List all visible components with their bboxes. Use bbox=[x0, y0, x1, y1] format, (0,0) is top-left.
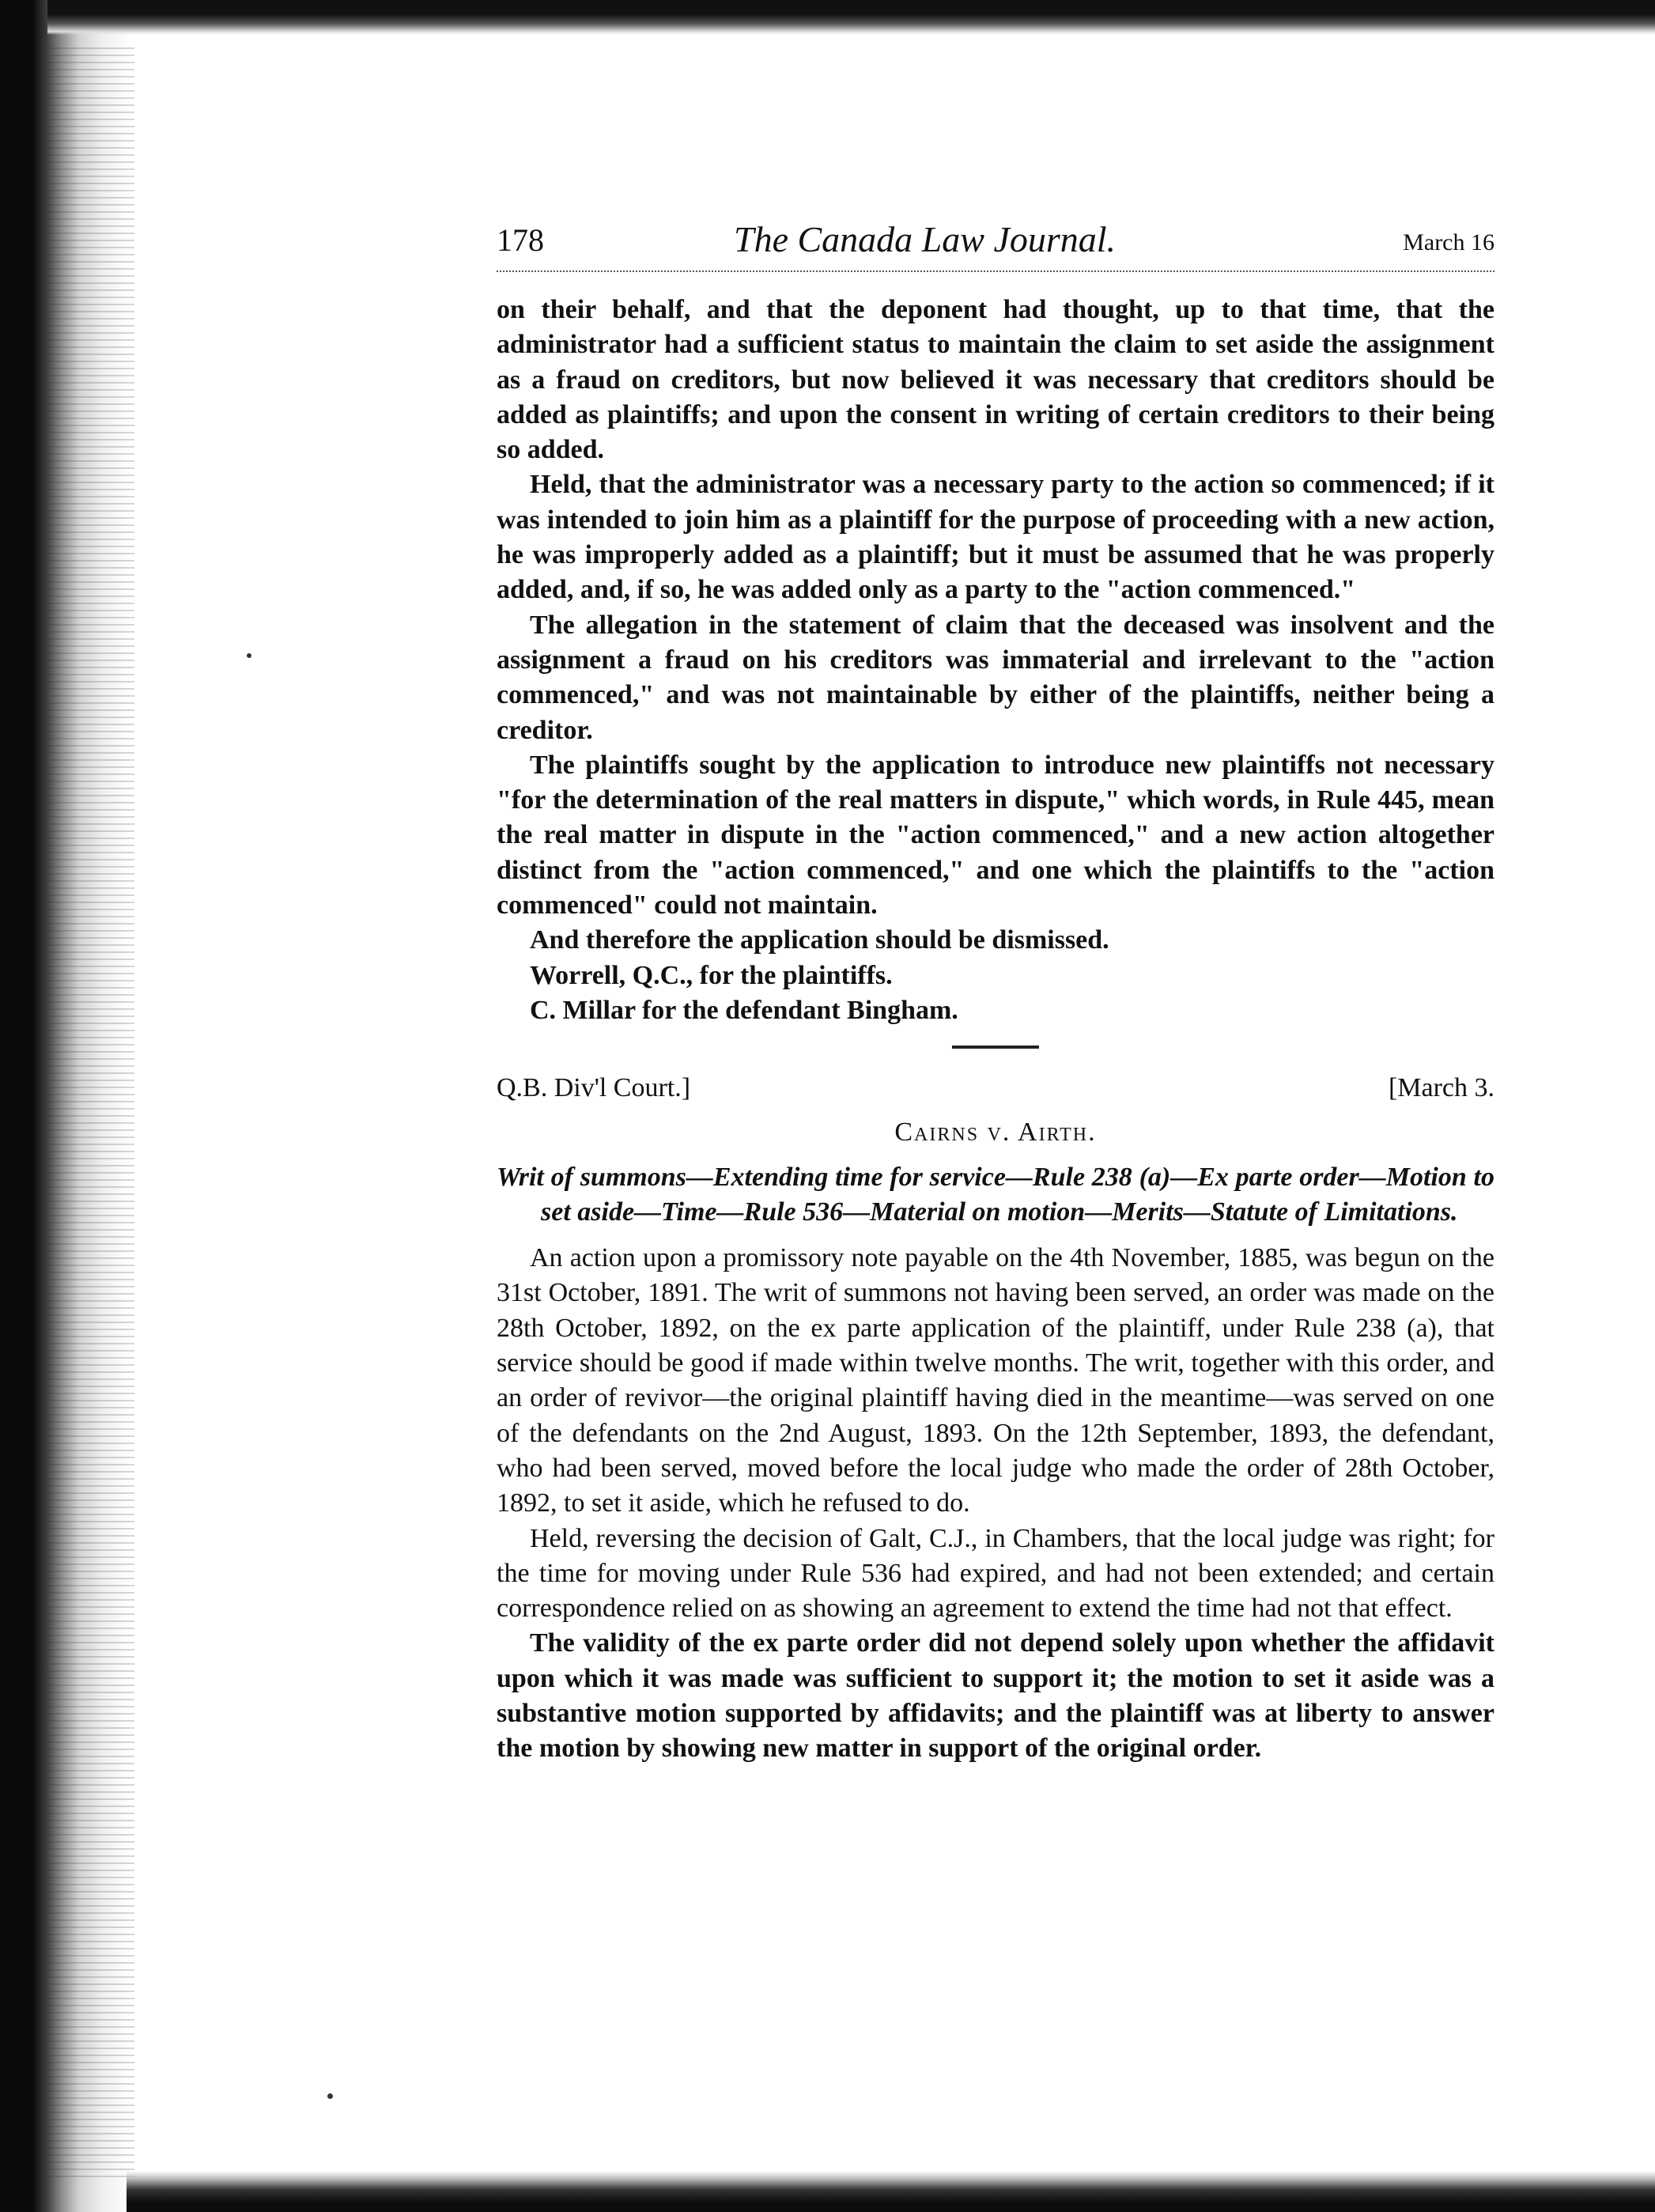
case-court-row bbox=[497, 1071, 1494, 1109]
scan-speck bbox=[247, 653, 251, 658]
scan-bottom-edge bbox=[127, 2171, 1655, 2212]
paragraph: An action upon a promissory note payable on the 4th November, 1885, was begun on the 31st October, 1891. The writ of summons not having been served, an order was made on the 28th October, 1892, on the ex parte application of the plaintiff, under Rule 238 (a), that service should be good if made within twelve months. The writ, together with this order, and an order of revivor—the original plaintiff having died in the meantime—was served on one of the defendants on the 2nd August, 1893. On the 12th September, 1893, the defendant, who had been served, moved before the local judge who made the order of 28th October, 1892, to set it aside, which he refused to do. bbox=[497, 1243, 1494, 1518]
section-divider bbox=[952, 1046, 1039, 1049]
counsel-line: Worrell, Q.C., for the plaintiffs. bbox=[530, 960, 893, 990]
case-headnote: Writ of summons—Extending time for service—Rule 238 (a)—Ex parte order—Motion to set aside—Time—Rule 536—Material on motion—Merits—Statute of Limitations. bbox=[497, 1162, 1494, 1227]
paragraph: Held, reversing the decision of Galt, C.J., in Chambers, that the local judge was right; for the time for moving under Rule 536 had expired, and had not been extended; and certain correspondence relied on as showing an agreement to extend the time had not that effect. bbox=[497, 1523, 1494, 1624]
paragraph: on their behalf, and that the deponent had thought, up to that time, that the administrator had a sufficient status to maintain the claim to set aside the assignment as a fraud on creditors, but now believed it was necessary that creditors should be added as plaintiffs; and upon the consent in writing of certain creditors to their being so added. bbox=[497, 295, 1494, 465]
case-name: Cairns v. Airth. bbox=[894, 1117, 1097, 1148]
scan-binding-texture bbox=[47, 47, 134, 2183]
paragraph: The plaintiffs sought by the application to introduce new plaintiffs not necessary "for the determination of the real matters in dispute," which words, in Rule 445, mean the real matter in dispute in the "action commenced," and a new action altogether distinct from the "action commenced," and one which the plaintiffs to the "action commenced" could not maintain. bbox=[497, 750, 1494, 921]
paragraph: The allegation in the statement of claim that the deceased was insolvent and the assignment a fraud on his creditors was immaterial and irrelevant to the "action commenced," and was not maintainable by either of the plaintiffs, neither being a creditor. bbox=[497, 610, 1494, 745]
scan-top-edge bbox=[47, 0, 1655, 35]
page-body bbox=[497, 293, 1494, 1767]
journal-page bbox=[497, 221, 1494, 2119]
page-number: 178 bbox=[497, 222, 544, 258]
page-header bbox=[497, 221, 1494, 272]
counsel-line: C. Millar for the defendant Bingham. bbox=[530, 995, 958, 1025]
scan-speck bbox=[327, 2093, 333, 2099]
paragraph: The validity of the ex parte order did not depend solely upon whether the affidavit upon which it was made was sufficient to support it; the motion to set it aside was a substantive motion supported by affidavits; and the plaintiff was at liberty to answer the motion by showing new matter in support of the original order. bbox=[497, 1628, 1494, 1764]
running-title: The Canada Law Journal. bbox=[734, 219, 1117, 259]
case-date: [March 3. bbox=[1388, 1073, 1494, 1103]
paragraph: Held, that the administrator was a necessary party to the action so commenced; if it was intended to join him as a plaintiff for the purpose of proceeding with a new action, he was improperly added as a plaintiff; but it must be assumed that he was properly added, and, if so, he was added only as a party to the "action commenced." bbox=[497, 470, 1494, 605]
paragraph: And therefore the application should be dismissed. bbox=[530, 925, 1109, 955]
header-date: March 16 bbox=[1403, 229, 1494, 255]
court-name: Q.B. Div'l Court.] bbox=[497, 1073, 691, 1103]
